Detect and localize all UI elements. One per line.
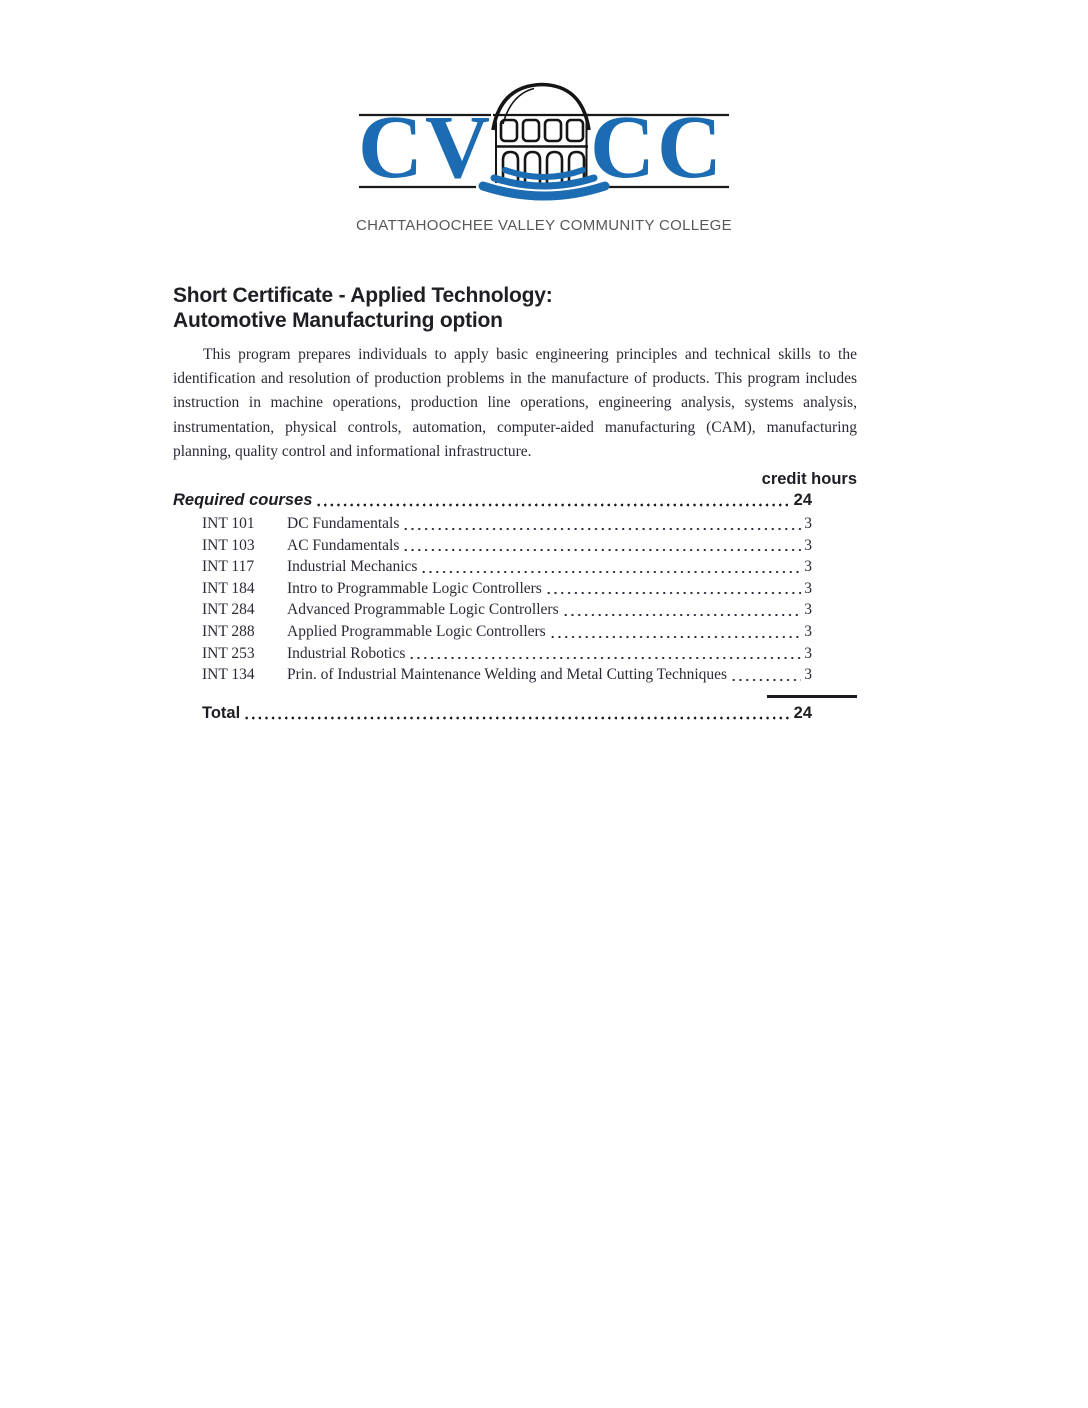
- dot-leader: [410, 656, 801, 660]
- course-credits: 3: [804, 558, 812, 576]
- cvcc-logo-graphic: [352, 82, 736, 208]
- course-title: AC Fundamentals: [287, 536, 400, 554]
- course-credits: 3: [804, 666, 812, 684]
- course-code: INT 117: [202, 558, 255, 576]
- total-credits: 24: [793, 703, 812, 722]
- course-credits: 3: [804, 644, 812, 662]
- sum-divider: [767, 695, 857, 698]
- table-row: [173, 556, 812, 578]
- program-section: [173, 284, 857, 724]
- wordmark-left: CV: [358, 98, 492, 197]
- course-credits: 3: [804, 601, 812, 619]
- required-courses-label: Required courses: [173, 491, 313, 510]
- course-list: [173, 513, 857, 686]
- dot-leader: [404, 548, 801, 552]
- total-row: [173, 703, 812, 724]
- course-title: Industrial Robotics: [287, 644, 406, 662]
- course-code: INT 184: [202, 579, 255, 597]
- cvcc-logo: [352, 82, 736, 236]
- table-row: [173, 513, 812, 535]
- course-code: INT 253: [202, 644, 255, 662]
- table-row: [173, 643, 812, 665]
- course-title: Intro to Programmable Logic Controllers: [287, 579, 542, 597]
- program-title: [173, 284, 857, 333]
- dot-leader: [547, 591, 801, 595]
- course-credits: 3: [804, 579, 812, 597]
- course-code: INT 284: [202, 601, 255, 619]
- table-row: [173, 621, 812, 643]
- course-title: DC Fundamentals: [287, 515, 400, 533]
- dot-leader: [404, 527, 801, 531]
- course-title: Applied Programmable Logic Controllers: [287, 622, 546, 640]
- course-credits: 3: [804, 622, 812, 640]
- course-code: INT 103: [202, 536, 255, 554]
- dot-leader: [564, 613, 802, 617]
- required-courses-row: [173, 490, 812, 511]
- credit-hours-header: credit hours: [761, 470, 857, 489]
- course-title: Advanced Programmable Logic Controllers: [287, 601, 559, 619]
- wordmark-right: CC: [590, 98, 724, 197]
- program-title-line1: Short Certificate - Applied Technology:: [173, 284, 553, 307]
- course-code: INT 288: [202, 622, 255, 640]
- table-row: [173, 578, 812, 600]
- course-credits: 3: [804, 536, 812, 554]
- program-description: This program prepares individuals to apply basic engineering principles and technical skills to the identification and resolution of production problems in the manufacture of products. This program includes instruction in machine operations, production line operations, engineering analysis, systems analysis, instrumentation, physical controls, automation, computer-aided manufacturing (CAM), manufacturing planning, quality control and informational infrastructure.: [173, 346, 857, 460]
- dot-leader: [245, 716, 790, 720]
- table-row: [173, 664, 812, 686]
- required-courses-credits: 24: [793, 491, 812, 510]
- course-title: Industrial Mechanics: [287, 558, 418, 576]
- dot-leader: [317, 503, 790, 507]
- table-row: [173, 599, 812, 621]
- college-tagline: CHATTAHOOCHEE VALLEY COMMUNITY COLLEGE: [356, 217, 732, 234]
- table-row: [173, 535, 812, 557]
- dot-leader: [551, 635, 802, 639]
- course-credits: 3: [804, 515, 812, 533]
- course-code: INT 101: [202, 515, 255, 533]
- dot-leader: [422, 570, 801, 574]
- total-label: Total: [202, 703, 241, 722]
- program-title-line2: Automotive Manufacturing option: [173, 308, 503, 332]
- course-title: Prin. of Industrial Maintenance Welding and Metal Cutting Techniques: [287, 666, 728, 684]
- dot-leader: [732, 678, 801, 682]
- course-code: INT 134: [202, 666, 255, 684]
